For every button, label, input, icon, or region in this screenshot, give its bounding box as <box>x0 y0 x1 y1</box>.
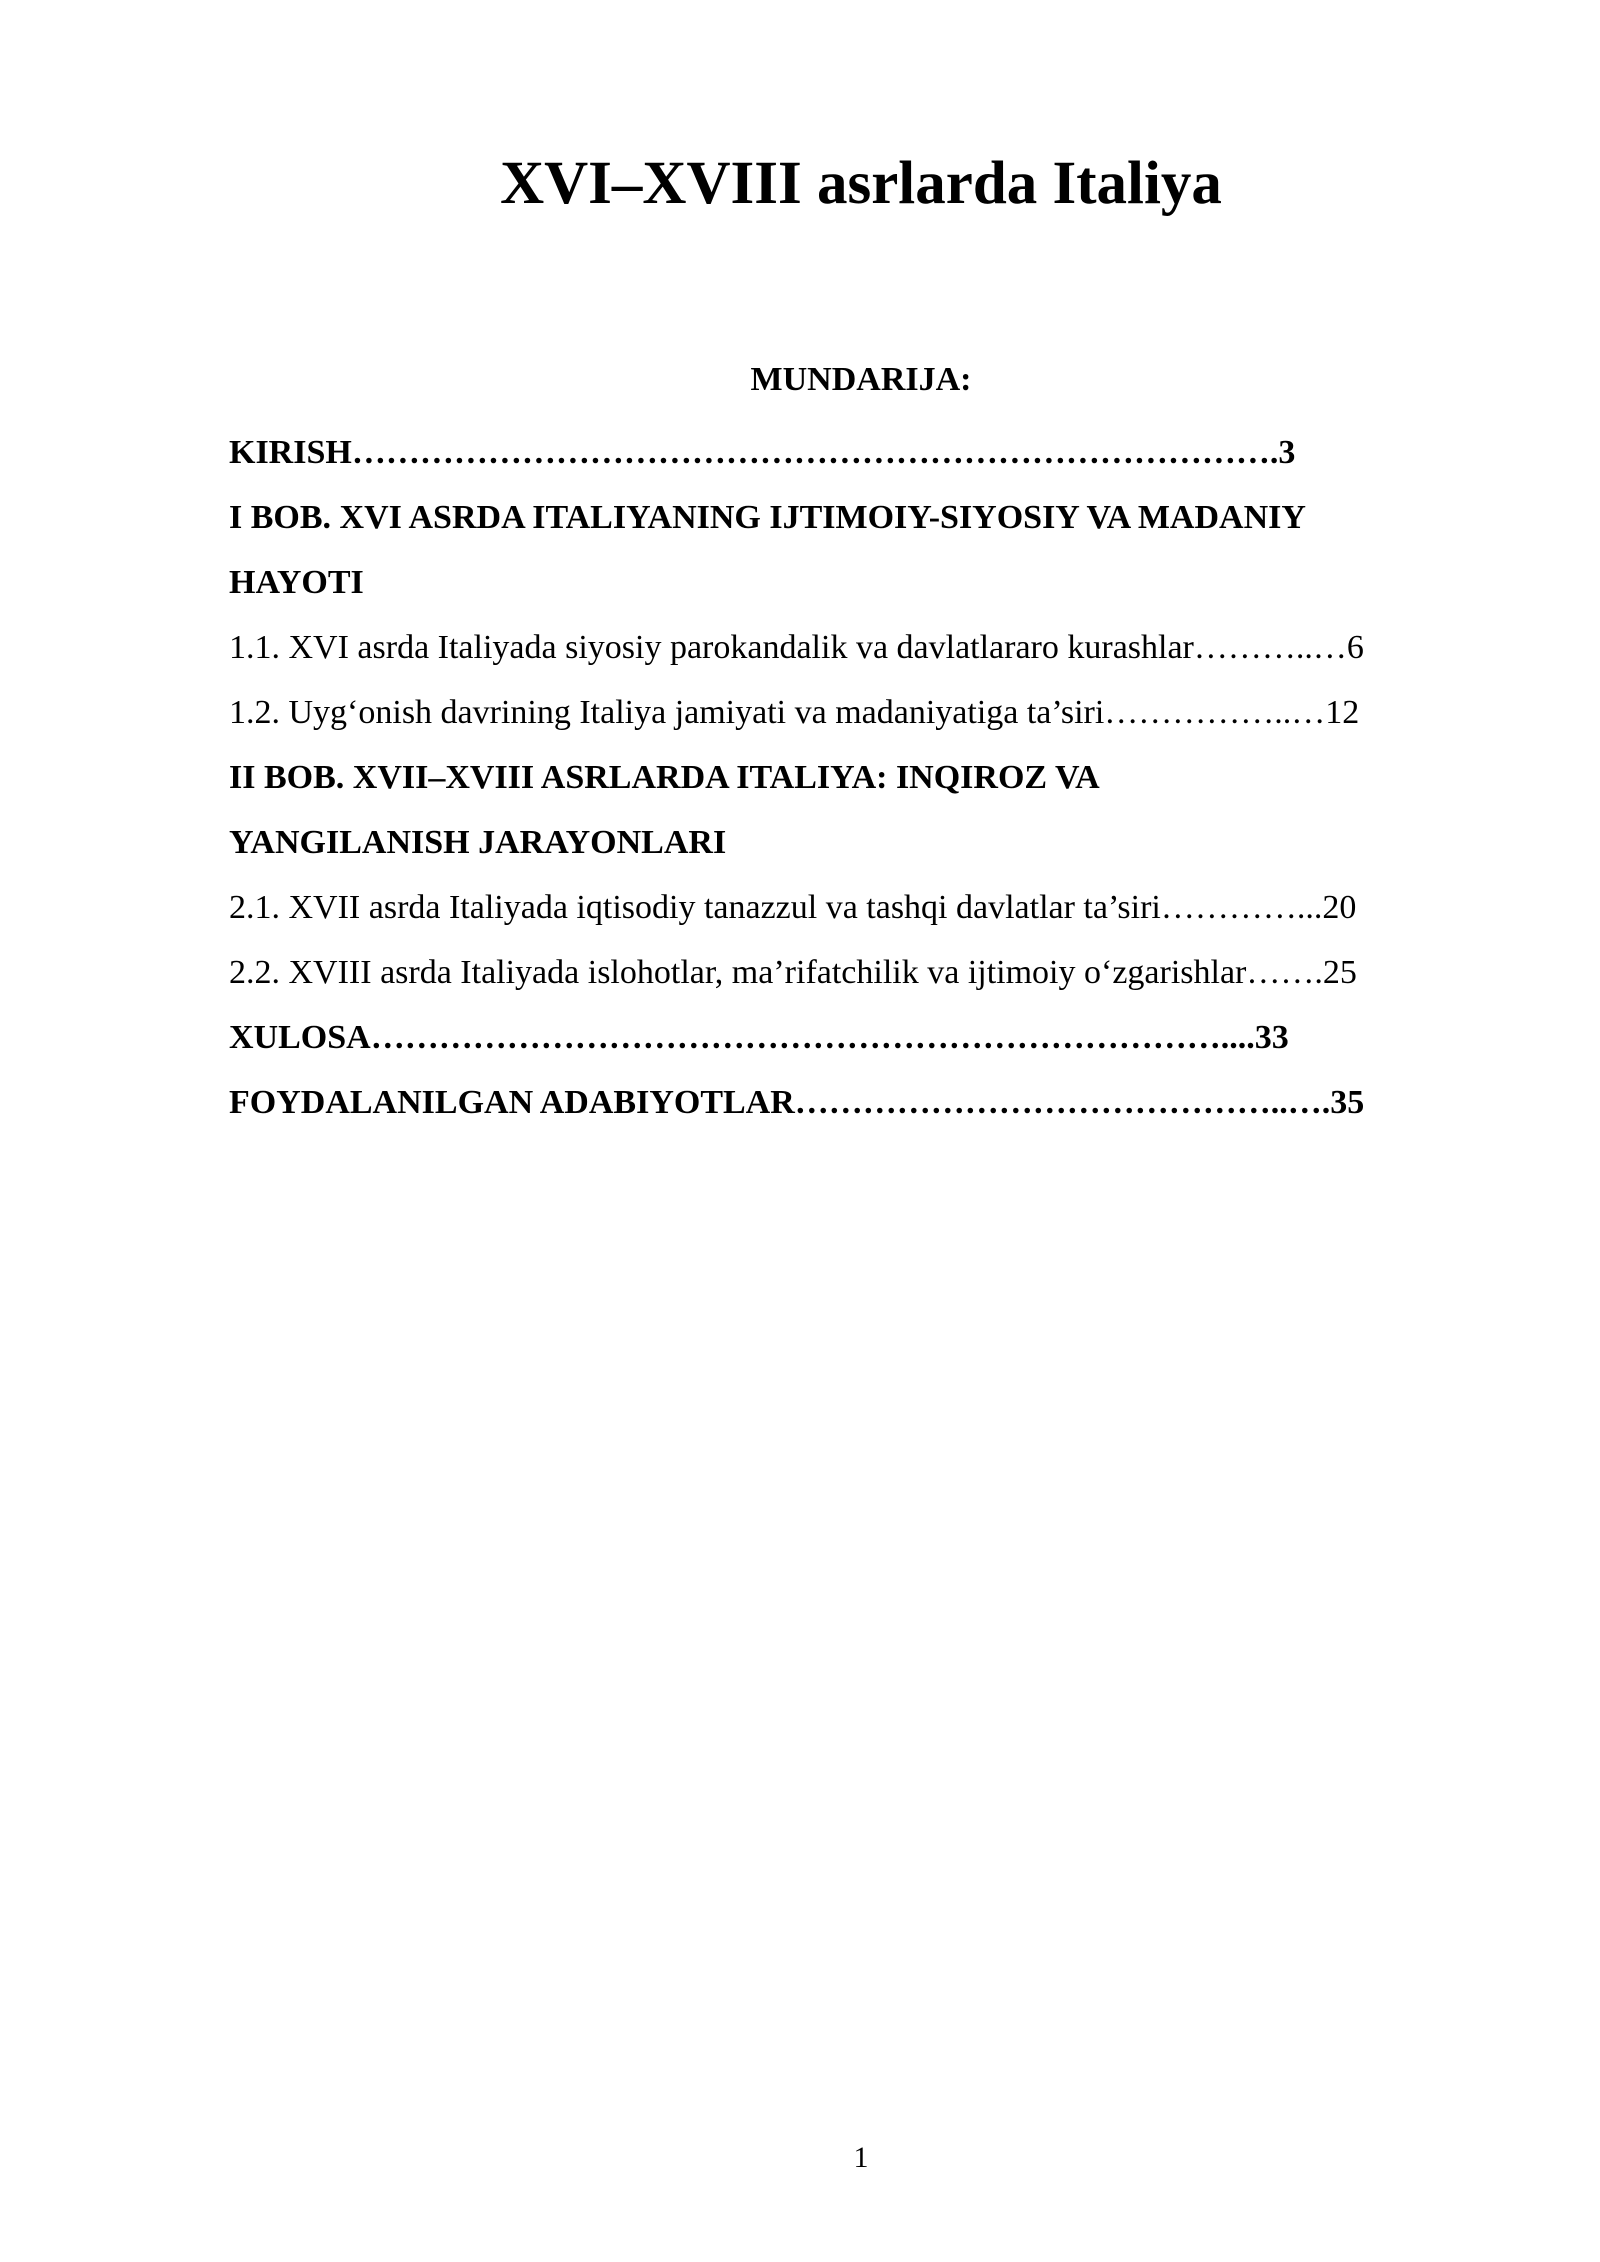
toc-entry-1-2: 1.2. Uyg‘onish davrining Italiya jamiyati va madaniyatiga ta’siri……………..…12 <box>229 694 1360 731</box>
toc-entry-xulosa: XULOSA…………………………………………………………………....33 <box>229 1019 1289 1056</box>
toc-chapter-2-title-cont: YANGILANISH JARAYONLARI <box>229 824 727 861</box>
toc-entry-2-2: 2.2. XVIII asrda Italiyada islohotlar, ma’rifatchilik va ijtimoiy o‘zgarishlar…….25 <box>229 954 1357 991</box>
toc-chapter-1-title-cont: HAYOTI <box>229 564 364 601</box>
toc-entry-adabiyotlar: FOYDALANILGAN ADABIYOTLAR……………………………………..….35 <box>229 1084 1365 1121</box>
toc-heading: MUNDARIJA: <box>750 361 972 398</box>
toc-chapter-1-title: I BOB. XVI ASRDA ITALIYANING IJTIMOIY-SIYOSIY VA MADANIY <box>229 499 1306 536</box>
document-title: XVI–XVIII asrlarda Italiya <box>500 150 1222 217</box>
toc-entry-kirish: KIRISH……………………………………………………………………….3 <box>229 434 1296 471</box>
toc-entry-2-1: 2.1. XVII asrda Italiyada iqtisodiy tanazzul va tashqi davlatlar ta’siri…………...20 <box>229 889 1357 926</box>
toc-entry-1-1: 1.1. XVI asrda Italiyada siyosiy parokandalik va davlatlararo kurashlar………..…6 <box>229 629 1364 666</box>
table-of-contents <box>229 420 1489 1135</box>
page-number: 1 <box>853 2141 869 2174</box>
toc-chapter-2-title: II BOB. XVII–XVIII ASRLARDA ITALIYA: INQIROZ VA <box>229 759 1100 796</box>
